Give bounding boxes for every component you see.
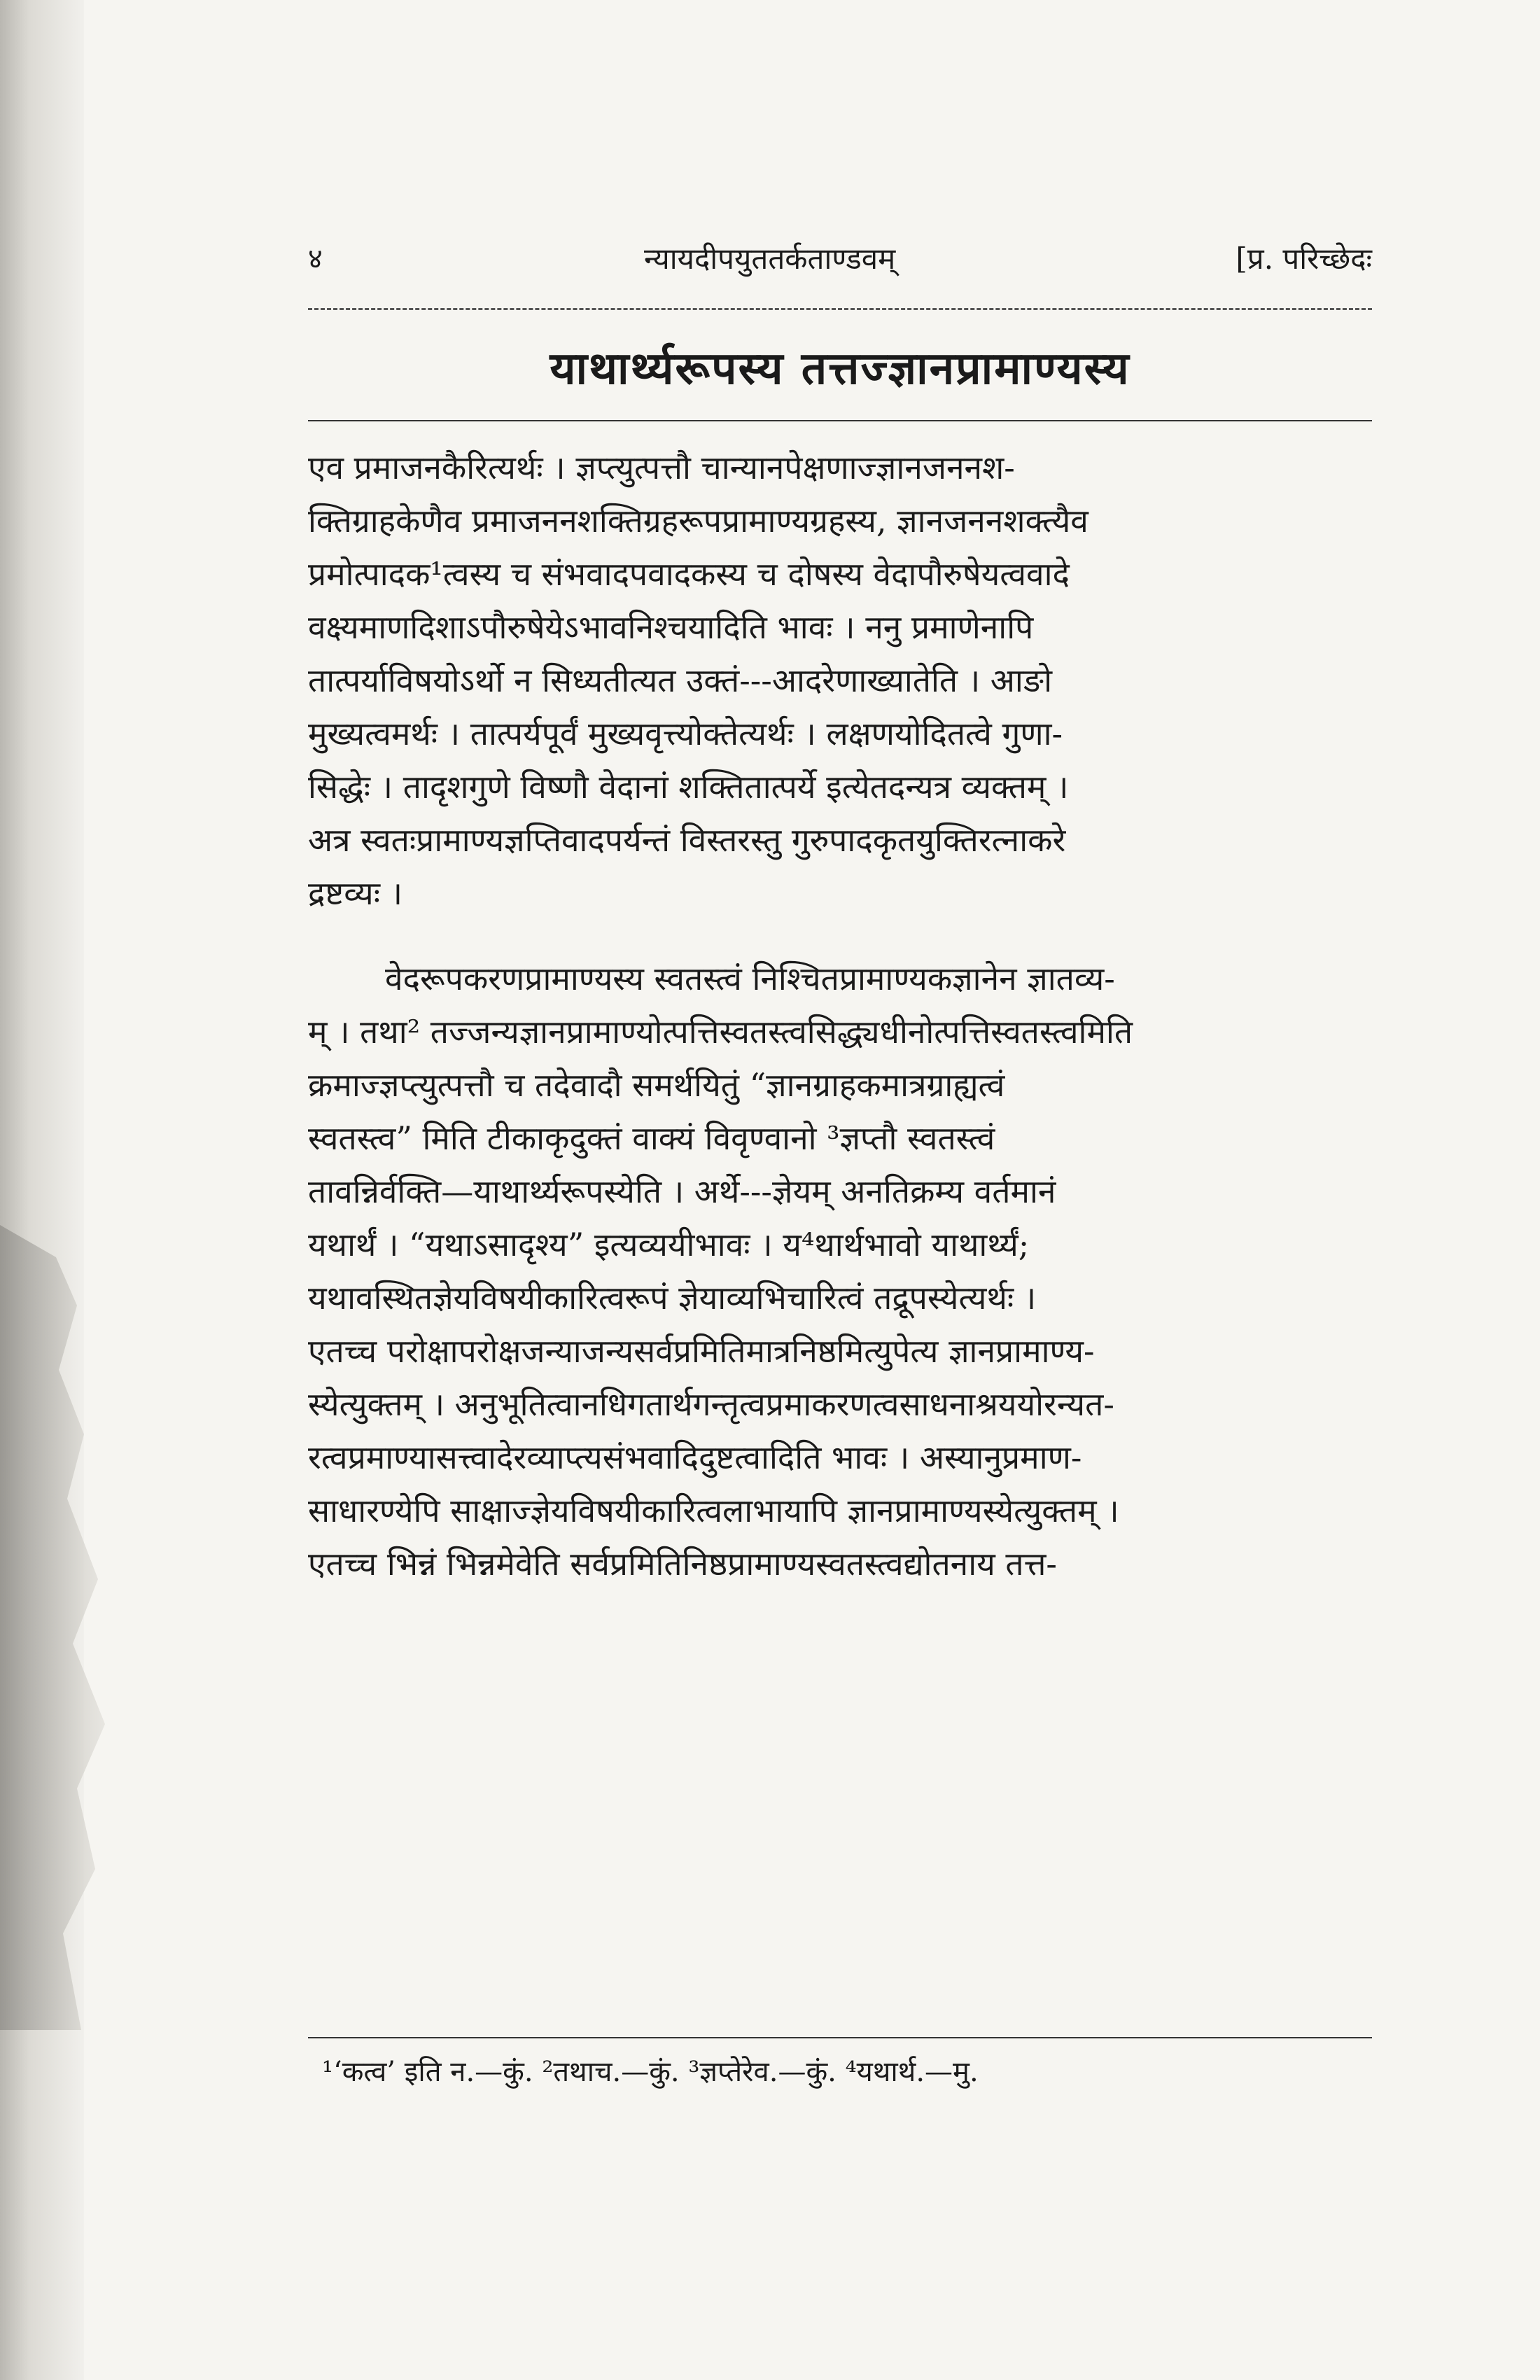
text-line: एव प्रमाजनकैरित्यर्थः । ज्ञप्त्युत्पत्तौ चान्यानपेक्षणाज्ज्ञानजननश- xyxy=(308,449,1015,486)
chapter-reference: [प्र. परिच्छेदः xyxy=(1236,241,1372,276)
section-heading: याथार्थ्यरूपस्य तत्तज्ज्ञानप्रामाण्यस्य xyxy=(550,342,1130,395)
text-line: स्वतस्त्व” मिति टीकाकृदुक्तं वाक्यं विवृण्वानो ³ज्ञप्तौ स्वतस्त्वं xyxy=(308,1119,995,1157)
text-line: तात्पर्याविषयोऽर्थो न सिध्यतीत्यत उक्तं---आदरेणाख्यातेति । आङो xyxy=(308,662,1053,699)
running-title: न्यायदीपयुततर्कताण्डवम् xyxy=(644,241,896,276)
text-line: एतच्च भिन्नं भिन्नमेवेति सर्वप्रमितिनिष्ठप्रामाण्यस्वतस्त्वद्योतनाय तत्त- xyxy=(308,1545,1057,1583)
paragraph xyxy=(308,952,1372,1590)
footnote-rule xyxy=(308,2037,1372,2038)
running-header xyxy=(308,231,1372,301)
heading-rule xyxy=(308,420,1372,421)
paragraph xyxy=(308,441,1372,920)
text-line: स्येत्युक्तम् । अनुभूतित्वानधिगतार्थगन्तृत्वप्रमाकरणत्वसाधनाश्रययोरन्यत- xyxy=(308,1385,1114,1423)
text-line: क्तिग्राहकेणैव प्रमाजननशक्तिग्रहरूपप्रामाण्यग्रहस्य, ज्ञानजननशक्त्यैव xyxy=(308,502,1088,540)
page-number: ४ xyxy=(308,243,323,275)
text-line: वेदरूपकरणप्रामाण्यस्य स्वतस्त्वं निश्चितप्रामाण्यकज्ञानेन ज्ञातव्य- xyxy=(385,960,1115,997)
text-line: तावन्निर्वक्ति—याथार्थ्यरूपस्येति । अर्थे---ज्ञेयम् अनतिक्रम्य वर्तमानं xyxy=(308,1172,1056,1210)
text-line: म् । तथा² तज्जन्यज्ञानप्रामाण्योत्पत्तिस्वतस्त्वसिद्ध्यधीनोत्पत्तिस्वतस्त्वमिति xyxy=(308,1013,1133,1051)
text-line: क्रमाज्ज्ञप्त्युत्पत्तौ च तदेवादौ समर्थयितुं “ज्ञानग्राहकमात्रग्राह्यत्वं xyxy=(308,1066,1005,1104)
text-line: प्रमोत्पादक¹त्वस्य च संभवादपवादकस्य च दोषस्य वेदापौरुषेयत्ववादे xyxy=(308,555,1070,593)
text-line: सिद्धेः । तादृशगुणे विष्णौ वेदानां शक्तितात्पर्ये इत्येतदन्यत्र व्यक्तम् । xyxy=(308,768,1069,806)
body-text xyxy=(308,441,1372,1590)
text-line: वक्ष्यमाणदिशाऽपौरुषेयेऽभावनिश्चयादिति भावः । ननु प्रमाणेनापि xyxy=(308,608,1034,646)
text-line: द्रष्टव्यः । xyxy=(308,874,403,912)
text-line: रत्वप्रमाण्यासत्त्वादेरव्याप्त्यसंभवादिदुष्टत्वादिति भावः । अस्यानुप्रमाण- xyxy=(308,1438,1082,1476)
paragraph-gap xyxy=(308,920,1372,952)
text-line: साधारण्येपि साक्षाज्ज्ञेयविषयीकारित्वलाभायापि ज्ञानप्रामाण्यस्येत्युक्तम् । xyxy=(308,1492,1119,1530)
header-rule xyxy=(308,308,1372,310)
text-line: यथार्थं । “यथाऽसादृश्य” इत्यव्ययीभावः । य⁴थार्थभावो याथार्थ्यं; xyxy=(308,1226,1030,1264)
text-line: यथावस्थितज्ञेयविषयीकारित्वरूपं ज्ञेयाव्यभिचारित्वं तद्रूपस्येत्यर्थः । xyxy=(308,1279,1037,1317)
footnotes: ¹‘कत्व’ इति न.—कुं. ²तथाच.—कुं. ³ज्ञप्तेरेव.—कुं. ⁴यथार्थ.—मु. xyxy=(322,2056,979,2088)
text-line: अत्र स्वतःप्रामाण्यज्ञप्तिवादपर्यन्तं विस्तरस्तु गुरुपादकृतयुक्तिरत्नाकरे xyxy=(308,821,1066,859)
text-line: मुख्यत्वमर्थः । तात्पर्यपूर्वं मुख्यवृत्त्योक्तेत्यर्थः । लक्षणयोदितत्वे गुणा- xyxy=(308,715,1063,752)
text-line: एतच्च परोक्षापरोक्षजन्याजन्यसर्वप्रमितिमात्रनिष्ठमित्युपेत्य ज्ञानप्रामाण्य- xyxy=(308,1332,1095,1370)
